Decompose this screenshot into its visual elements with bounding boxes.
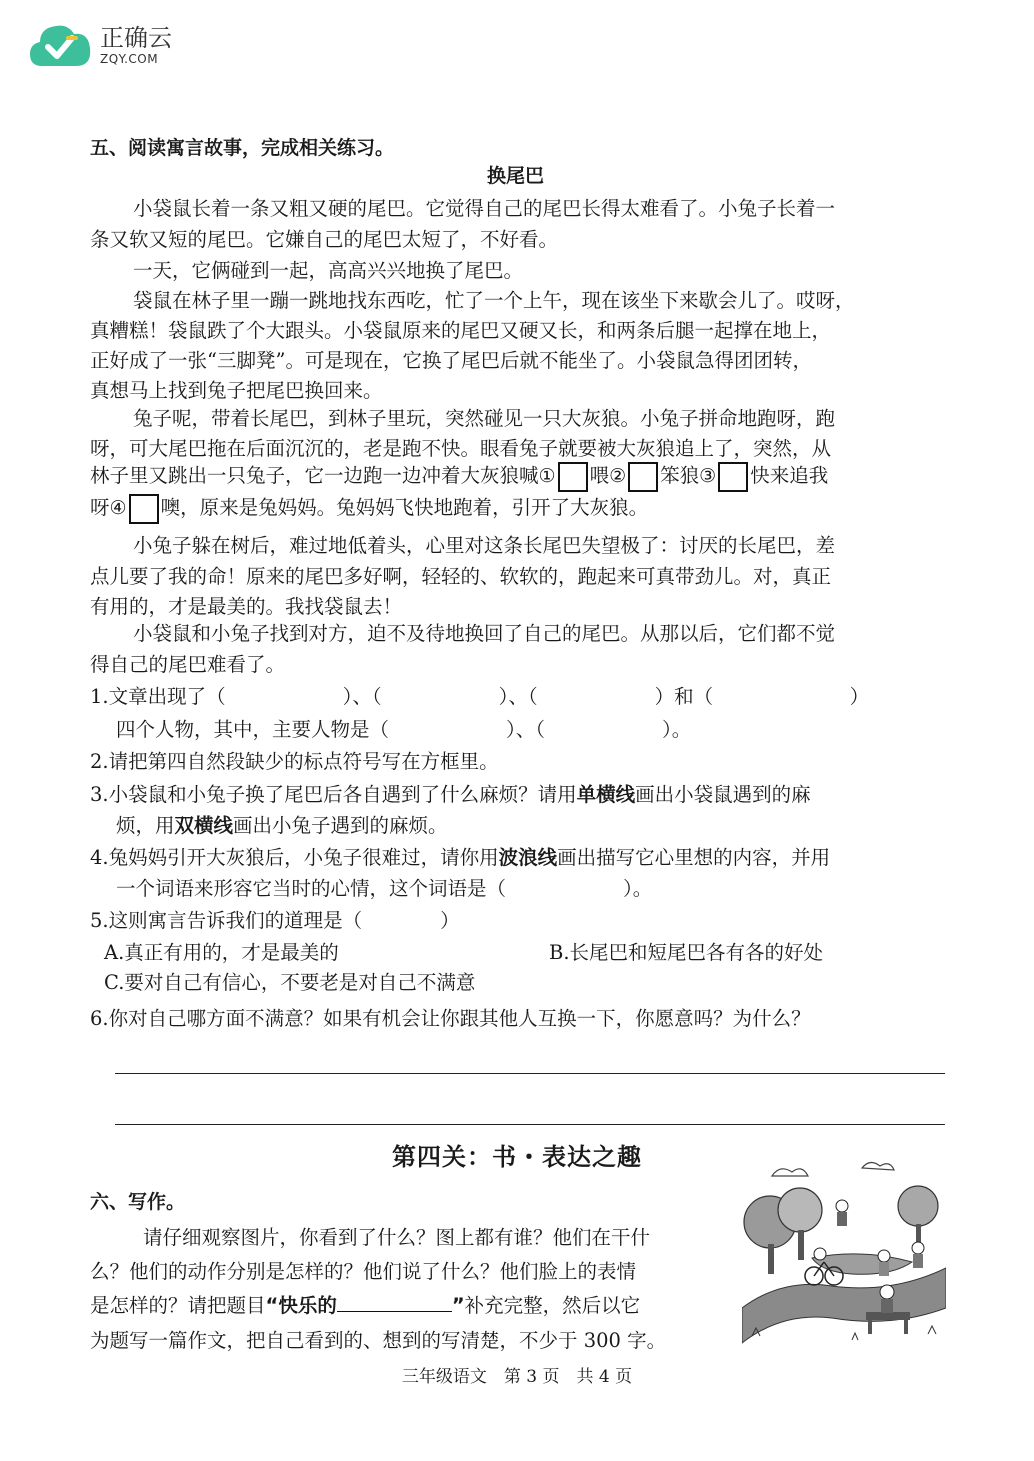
question-3a: 3.小袋鼠和小兔子换了尾巴后各自遇到了什么麻烦？请用单横线画出小袋鼠遇到的麻 <box>90 783 811 806</box>
page-footer: 三年级语文 第 3 页 共 4 页 <box>401 1367 633 1387</box>
answer-line-1[interactable] <box>115 1073 945 1074</box>
cloud-check-icon <box>28 20 92 70</box>
option-c[interactable]: C.要对自己有信心，不要老是对自己不满意 <box>104 971 476 994</box>
zqy-logo <box>28 20 172 70</box>
question-4b: 一个词语来形容它当时的心情，这个词语是（ ）。 <box>116 877 653 900</box>
punctuation-box-1[interactable] <box>558 462 588 492</box>
marker-2: ② <box>609 465 627 487</box>
marker-3: ③ <box>699 465 717 487</box>
story-line: 得自己的尾巴难看了。 <box>90 653 286 676</box>
story-title: 换尾巴 <box>487 165 545 187</box>
story-line: 兔子呢，带着长尾巴，到林子里玩，突然碰见一只大灰狼。小兔子拼命地跑呀，跑 <box>133 407 836 430</box>
punctuation-box-2[interactable] <box>628 462 658 492</box>
section5-heading: 五、阅读寓言故事，完成相关练习。 <box>90 137 395 159</box>
punctuation-box-4[interactable] <box>129 494 159 524</box>
writing-prompt-line: 么？他们的动作分别是怎样的？他们说了什么？他们脸上的表情 <box>90 1260 637 1283</box>
section6-heading: 六、写作。 <box>90 1191 186 1213</box>
option-b[interactable]: B.长尾巴和短尾巴各有各的好处 <box>549 941 824 964</box>
level4-title: 第四关：书・表达之趣 <box>392 1143 642 1171</box>
logo-text: 正确云 <box>100 23 172 52</box>
story-line: 条又软又短的尾巴。它嫌自己的尾巴太短了，不好看。 <box>90 228 559 251</box>
question-1a: 1.文章出现了（ ）、（ ）、（ ）和（ ） <box>90 685 870 708</box>
writing-prompt-line: 是怎样的？请把题目“快乐的 ”补充完整，然后以它 <box>90 1294 641 1317</box>
question-3b: 烦，用双横线画出小兔子遇到的麻烦。 <box>116 814 448 837</box>
story-line-with-boxes: 呀④ 噢，原来是兔妈妈。兔妈妈飞快地跑着，引开了大灰狼。 <box>90 492 648 524</box>
story-line: 有用的，才是最美的。我找袋鼠去！ <box>90 595 403 618</box>
marker-1: ① <box>538 465 556 487</box>
writing-prompt-line: 为题写一篇作文，把自己看到的、想到的写清楚，不少于 300 字。 <box>90 1329 667 1352</box>
logo-domain: ZQY.COM <box>100 51 159 66</box>
story-line: 呀，可大尾巴拖在后面沉沉的，老是跑不快。眼看兔子就要被大灰狼追上了，突然，从 <box>90 437 832 460</box>
story-line: 一天，它俩碰到一起，高高兴兴地换了尾巴。 <box>133 259 524 282</box>
question-1b: 四个人物，其中，主要人物是（ ）、（ ）。 <box>116 718 692 741</box>
question-2: 2.请把第四自然段缺少的标点符号写在方框里。 <box>90 750 499 773</box>
story-line: 正好成了一张“三脚凳”。可是现在，它换了尾巴后就不能坐了。小袋鼠急得团团转， <box>90 349 812 372</box>
question-4a: 4.兔妈妈引开大灰狼后，小兔子很难过，请你用波浪线画出描写它心里想的内容，并用 <box>90 846 831 869</box>
story-line: 小袋鼠长着一条又粗又硬的尾巴。它觉得自己的尾巴长得太难看了。小兔子长着一 <box>133 197 836 220</box>
punctuation-box-3[interactable] <box>718 462 748 492</box>
question-5: 5.这则寓言告诉我们的道理是（ ） <box>90 909 460 932</box>
story-line: 小兔子躲在树后，难过地低着头，心里对这条长尾巴失望极了：讨厌的长尾巴，差 <box>133 534 836 557</box>
answer-line-2[interactable] <box>115 1124 945 1125</box>
story-line: 小袋鼠和小兔子找到对方，迫不及待地换回了自己的尾巴。从那以后，它们都不觉 <box>133 622 836 645</box>
park-illustration <box>742 1158 946 1348</box>
story-line: 真想马上找到兔子把尾巴换回来。 <box>90 379 383 402</box>
story-line: 点儿要了我的命！原来的尾巴多好啊，轻轻的、软软的，跑起来可真带劲儿。对，真正 <box>90 565 832 588</box>
option-a[interactable]: A.真正有用的，才是最美的 <box>104 941 339 964</box>
story-line: 真糟糕！袋鼠跌了个大跟头。小袋鼠原来的尾巴又硬又长，和两条后腿一起撑在地上， <box>90 319 832 342</box>
story-line: 袋鼠在林子里一蹦一跳地找东西吃，忙了一个上午，现在该坐下来歇会儿了。哎呀， <box>133 289 855 312</box>
story-line-with-boxes: 林子里又跳出一只兔子，它一边跑一边冲着大灰狼喊① 喂② 笨狼③ 快来追我 <box>90 460 828 492</box>
writing-prompt-line: 请仔细观察图片，你看到了什么？图上都有谁？他们在干什 <box>143 1226 651 1249</box>
question-6: 6.你对自己哪方面不满意？如果有机会让你跟其他人互换一下，你愿意吗？为什么？ <box>90 1007 811 1030</box>
marker-4: ④ <box>109 497 127 519</box>
title-blank[interactable] <box>337 1293 452 1312</box>
